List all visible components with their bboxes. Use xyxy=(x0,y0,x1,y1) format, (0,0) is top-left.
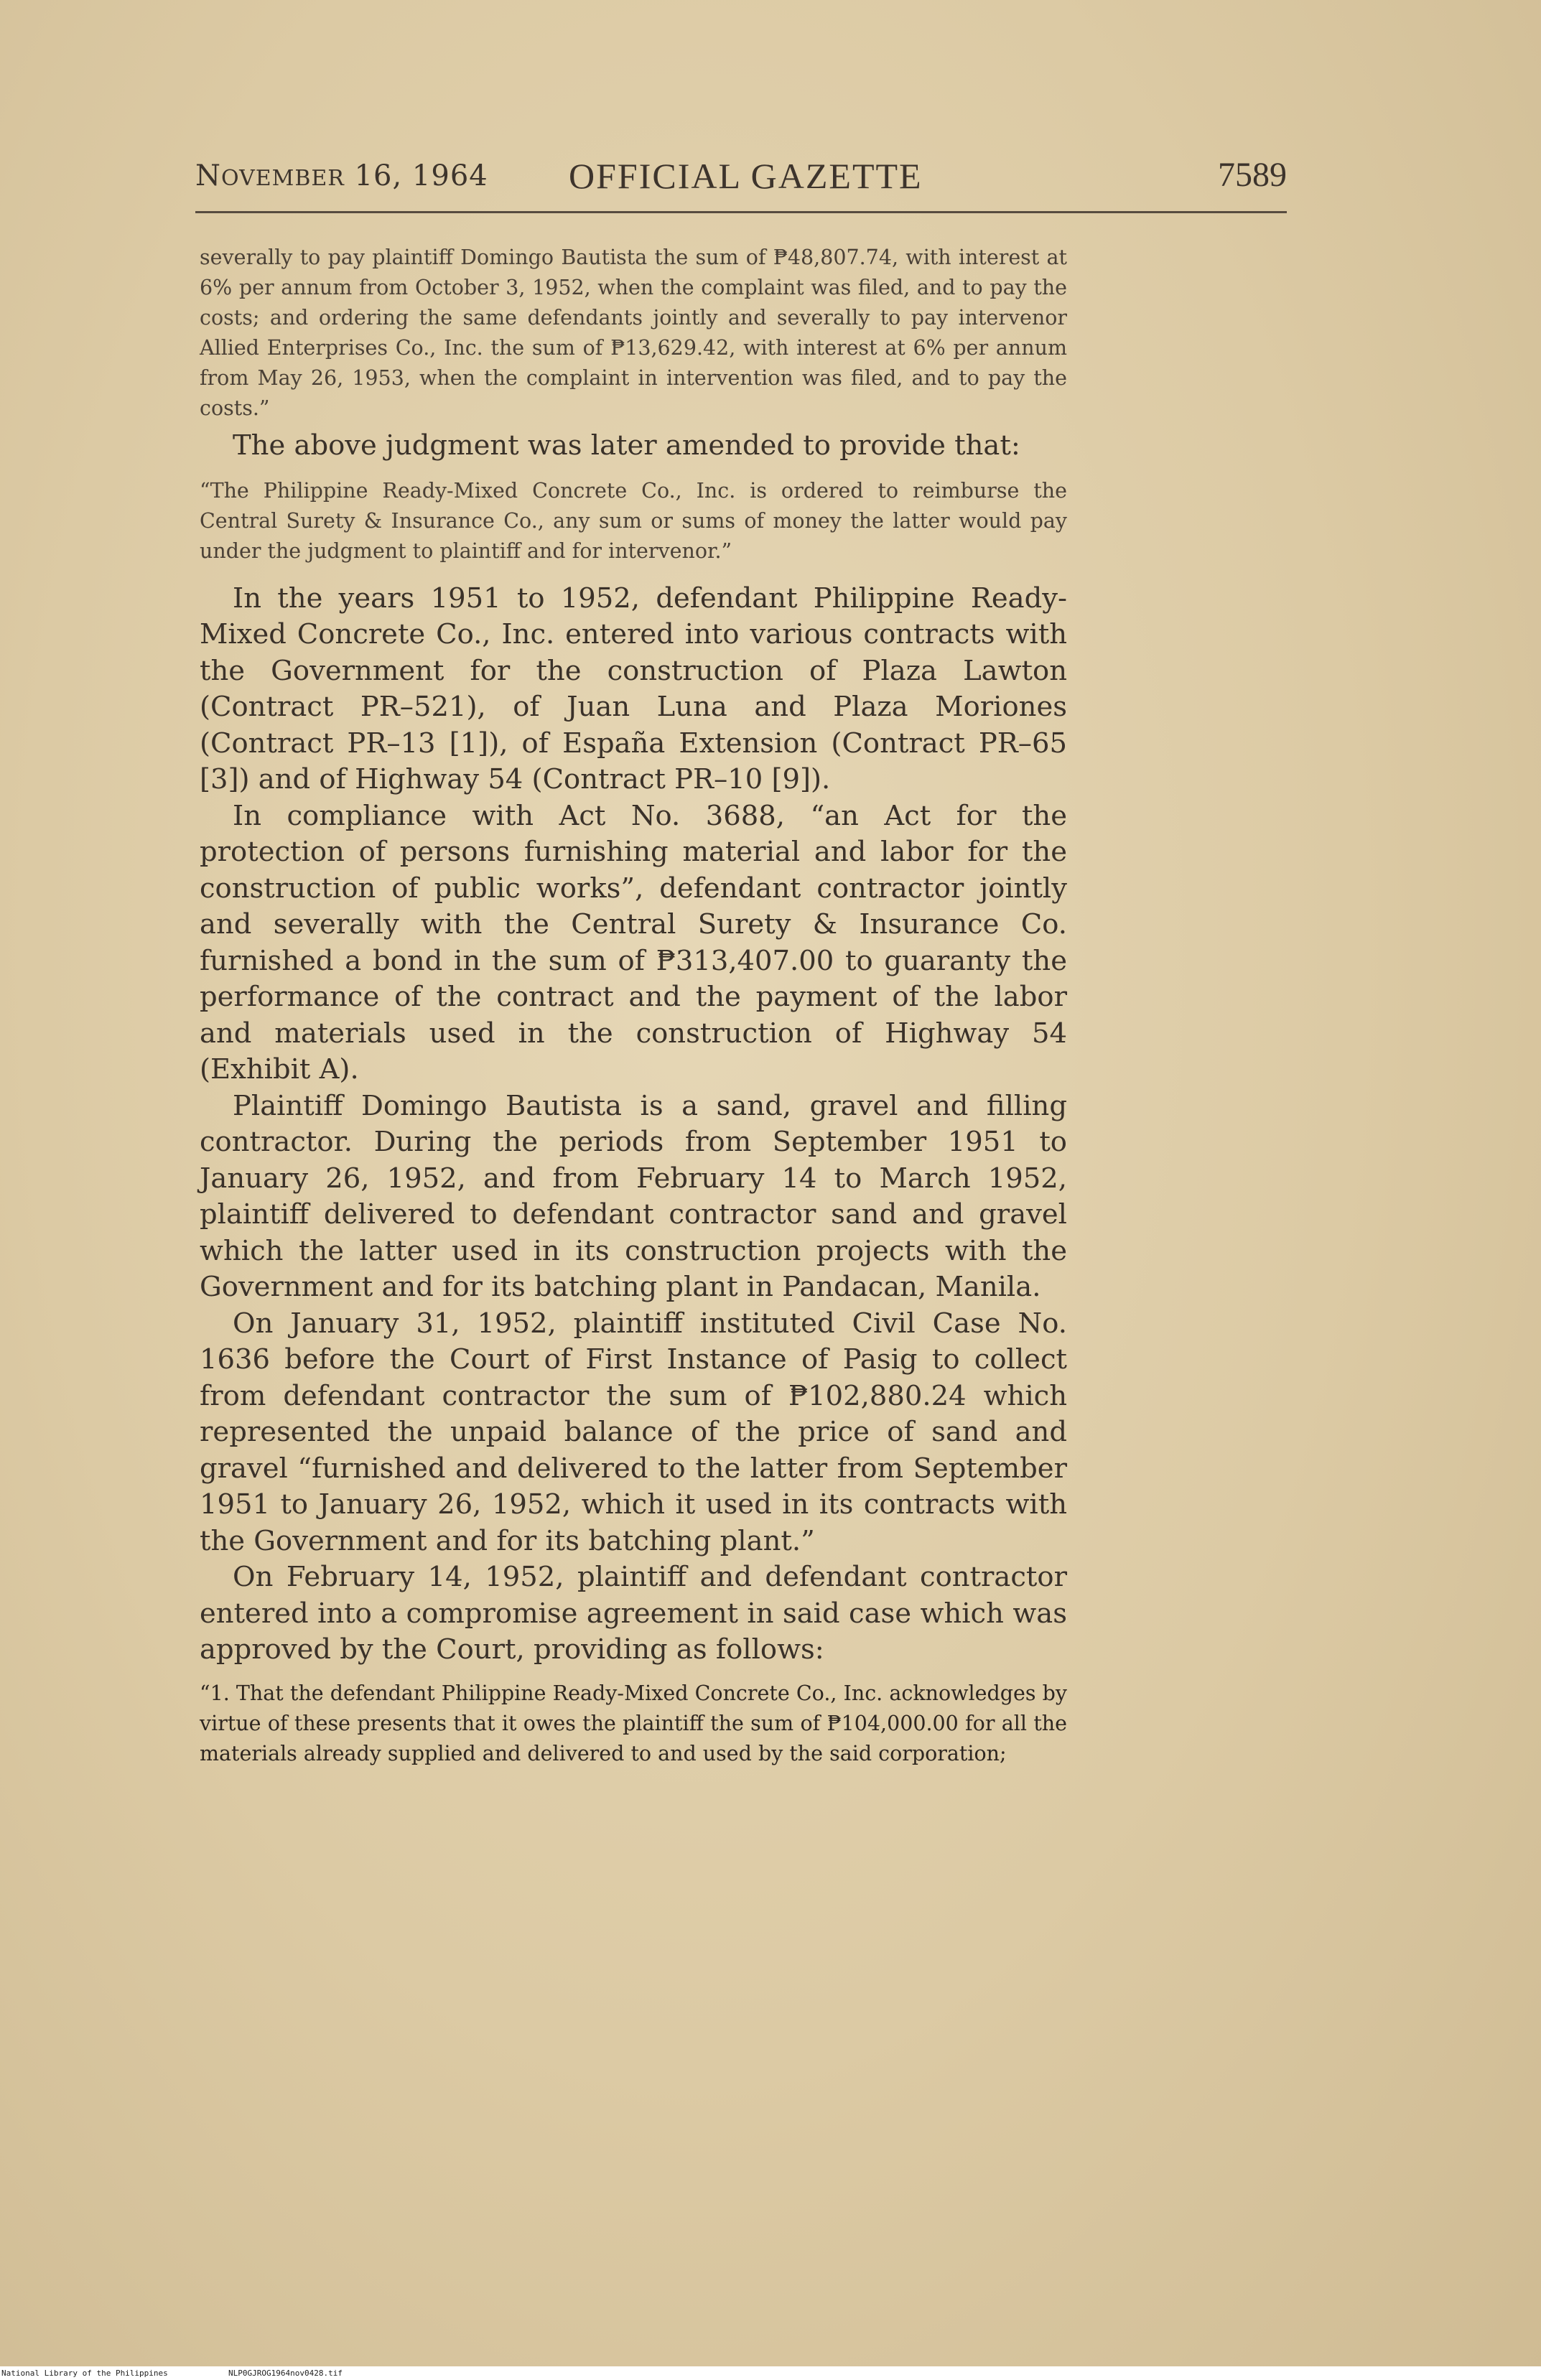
header-page-number: 7589 xyxy=(1218,156,1287,194)
header-date xyxy=(195,159,488,192)
header-title: OFFICIAL GAZETTE xyxy=(569,156,923,196)
header-date-initial: N xyxy=(195,159,221,192)
article-body xyxy=(200,243,1067,1769)
footer-library: National Library of the Philippines xyxy=(1,2369,168,2378)
paragraph-civil-case: On January 31, 1952, plaintiff instituted Civil Case No. 1636 before the Court of First Instance of Pasig to collect from defendant contractor the sum of ₱102,880.24 which represented the unpaid balance of the price of sand and gravel “furnished and delivered to the latter from September 1951 to January 26, 1952, which it used in its contracts with the Government and for its batching plant.” xyxy=(200,1307,1067,1557)
quoted-agreement: “1. That the defendant Philippine Ready-Mixed Concrete Co., Inc. acknowledges by virtue of these presents that it owes the plaintiff the sum of ₱104,000.00 for all the materials already supplied and delivered to and used by the said corporation; xyxy=(200,1681,1067,1765)
paragraph-contracts: In the years 1951 to 1952, defendant Philippine Ready-Mixed Concrete Co., Inc. entered into various contracts with the Government for the construction of Plaza Lawton (Contract PR–521), of Juan Luna and Plaza Moriones (Contract PR–13 [1]), of España Extension (Contract PR–65 [3]) and of Highway 54 (Contract PR–10 [9]). xyxy=(200,582,1067,795)
scan-footer xyxy=(0,2366,1541,2380)
quoted-amendment: “The Philippine Ready-Mixed Concrete Co., Inc. is ordered to reimburse the Central Surety & Insurance Co., any sum or sums of money the latter would pay under the judgment to plaintiff and for intervenor.” xyxy=(200,478,1067,563)
paragraph-bond: In compliance with Act No. 3688, “an Act for the protection of persons furnishing material and labor for the construction of public works”, defendant contractor jointly and severally with the Central Surety & Insurance Co. furnished a bond in the sum of ₱313,407.00 to guaranty the performance of the contract and the payment of the labor and materials used in the construction of Highway 54 (Exhibit A). xyxy=(200,799,1067,1086)
header-date-day-year: 16, 1964 xyxy=(344,159,488,192)
page-header xyxy=(195,156,1287,202)
paragraph-plaintiff: Plaintiff Domingo Bautista is a sand, gravel and filling contractor. During the periods from September 1951 to January 26, 1952, and from February 14 to March 1952, plaintiff delivered to defendant contractor sand and gravel which the latter used in its construction projects with the Government and for its batching plant in Pandacan, Manila. xyxy=(200,1089,1067,1303)
paragraph-amendment: The above judgment was later amended to provide that: xyxy=(233,429,1020,462)
quoted-judgment: severally to pay plaintiff Domingo Bautista the sum of ₱48,807.74, with interest at 6% per annum from October 3, 1952, when the complaint was filed, and to pay the costs; and ordering the same defendants jointly and severally to pay intervenor Allied Enterprises Co., Inc. the sum of ₱13,629.42, with interest at 6% per annum from May 26, 1953, when the complaint in intervention was filed, and to pay the costs.” xyxy=(200,246,1067,420)
paragraph-compromise: On February 14, 1952, plaintiff and defendant contractor entered into a compromise agreement in said case which was approved by the Court, providing as follows: xyxy=(200,1561,1067,1666)
footer-filename: NLP0GJROG1964nov0428.tif xyxy=(228,2369,343,2378)
header-date-month: OVEMBER xyxy=(221,166,345,191)
header-rule xyxy=(195,211,1287,213)
